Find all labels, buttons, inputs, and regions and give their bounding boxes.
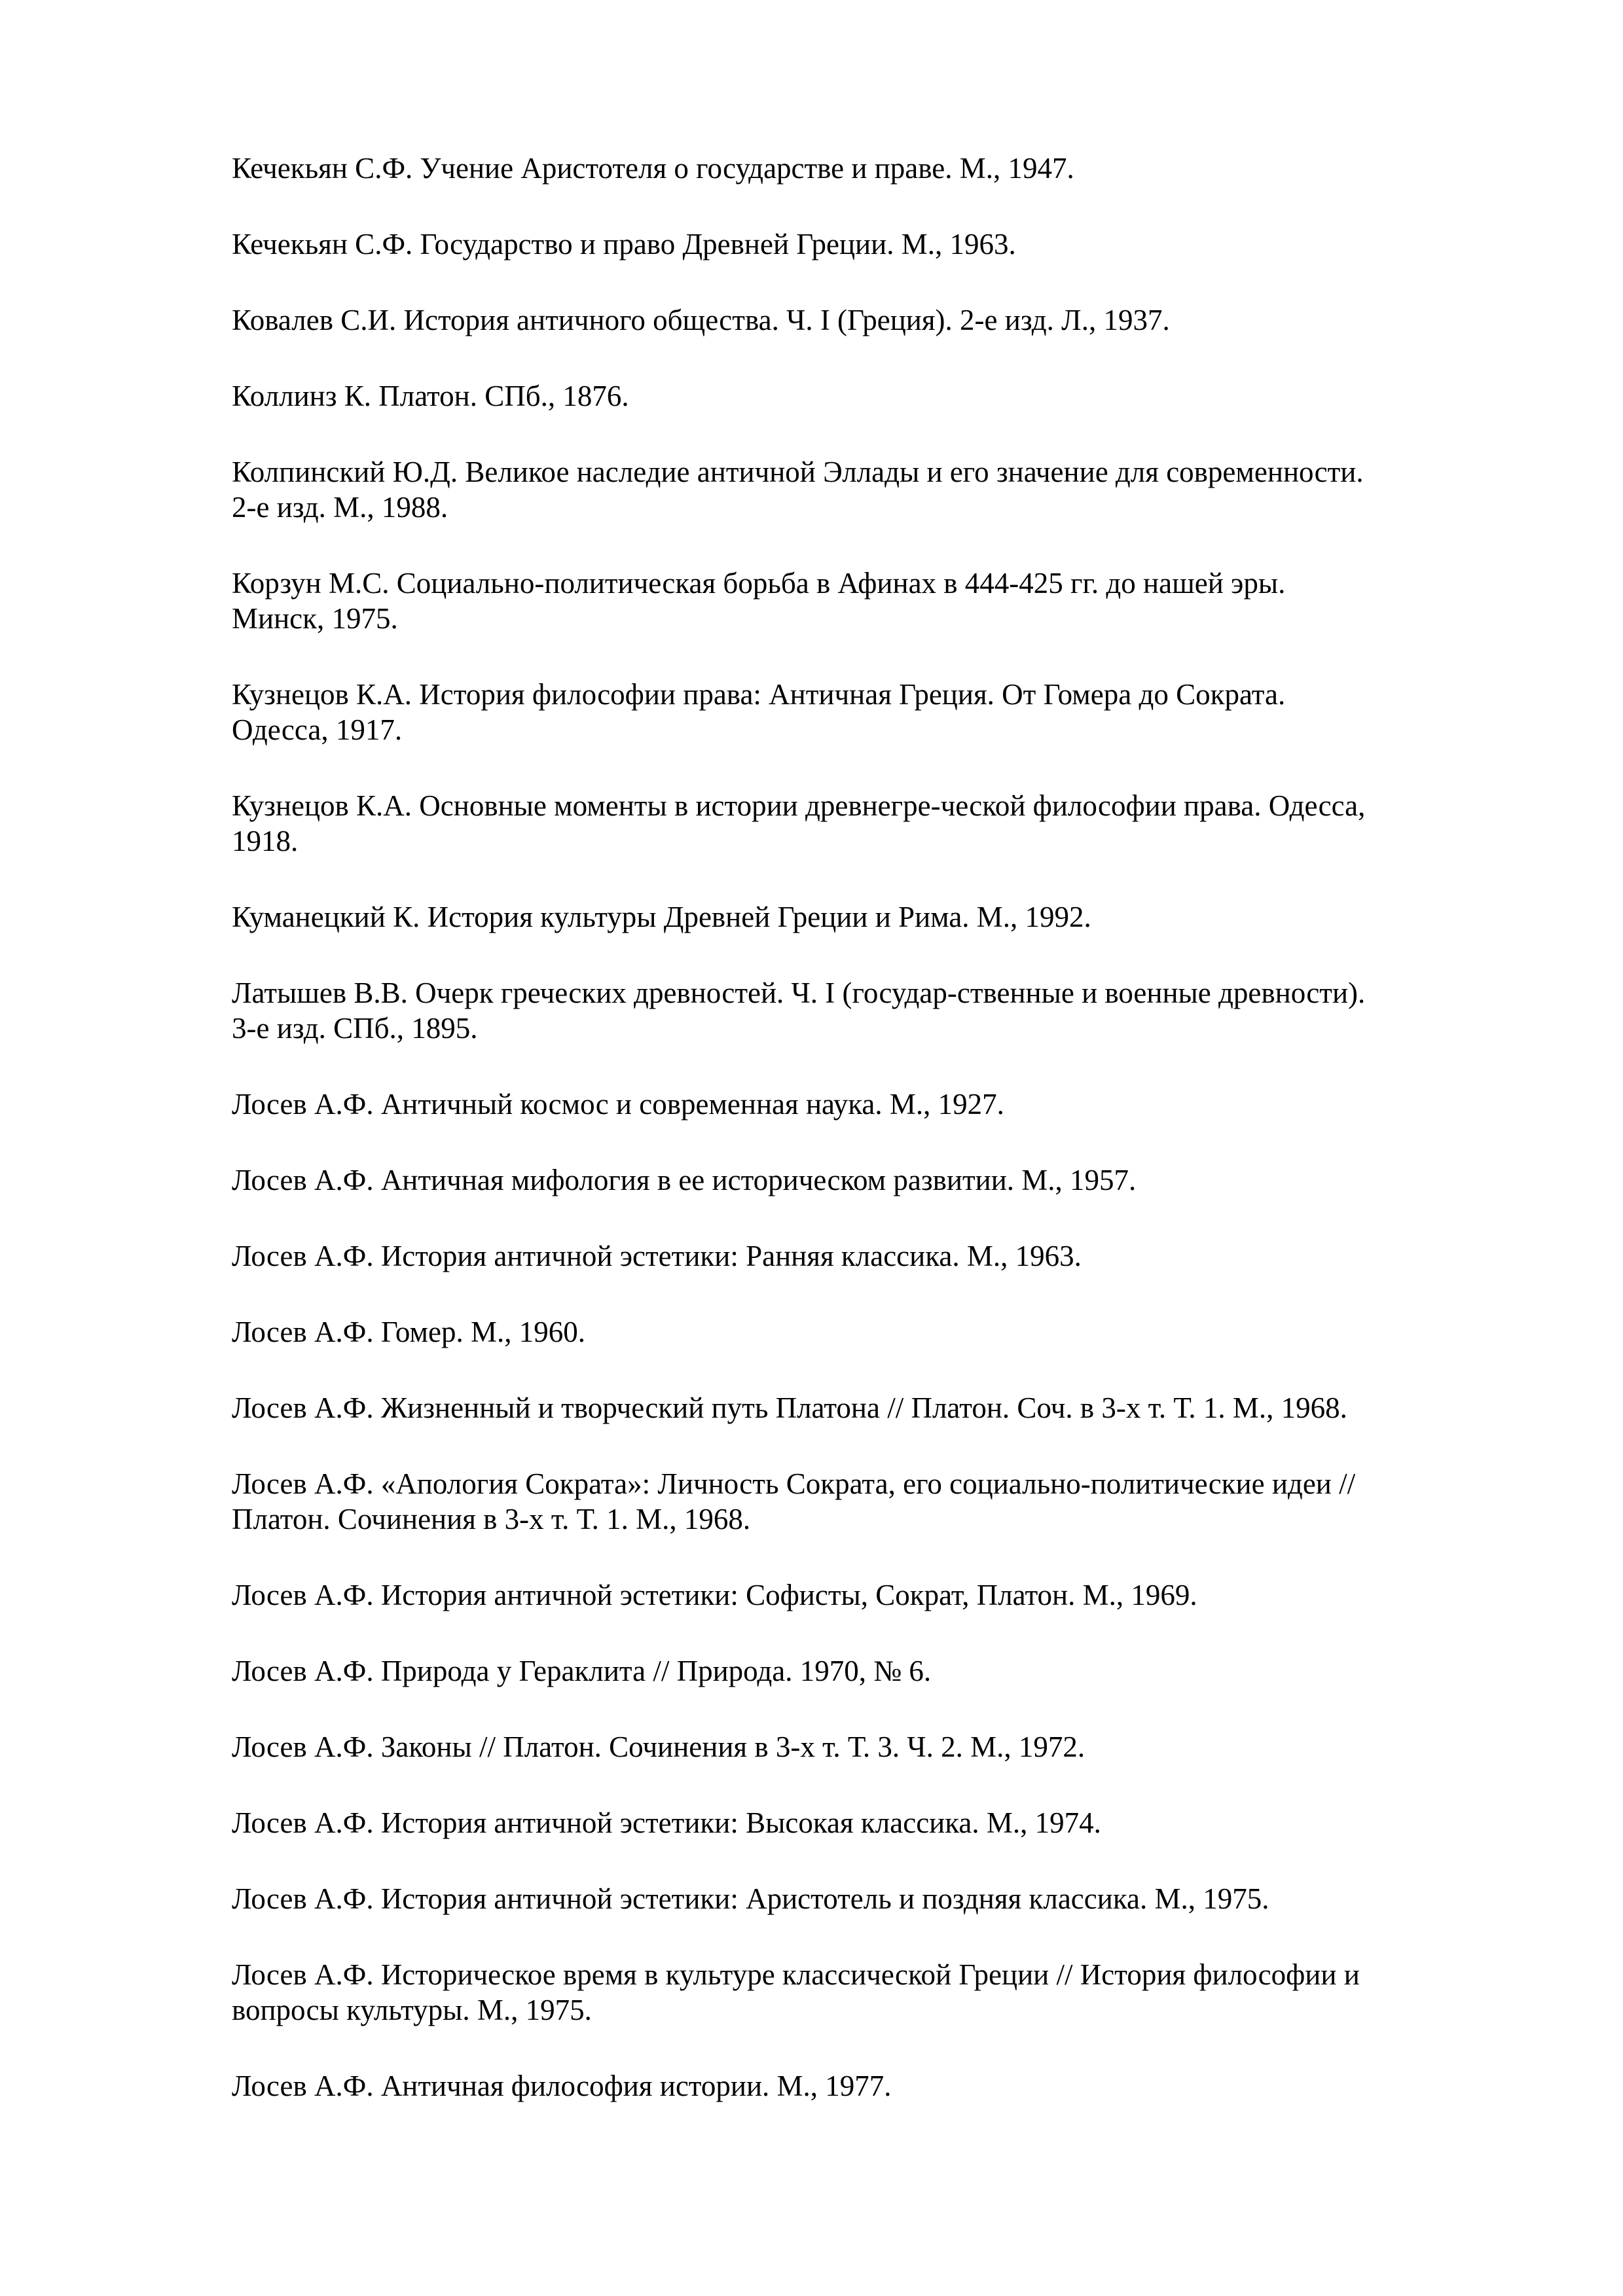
bibliography-entry — [232, 565, 1502, 636]
bibliography-list — [232, 151, 1502, 2144]
bibliography-entry-line: Кечекьян С.Ф. Государство и право Древней Греции. М., 1963. — [232, 228, 1016, 260]
bibliography-entry-line: Корзун М.С. Социально-политическая борьба в Афинах в 444-425 гг. до нашей эры. — [232, 567, 1286, 600]
bibliography-entry-line: Лосев А.Ф. Античная мифология в ее историческом развитии. М., 1957. — [232, 1164, 1137, 1196]
bibliography-entry-line: Одесса, 1917. — [232, 713, 403, 746]
bibliography-entry — [232, 151, 1502, 186]
bibliography-entry — [232, 454, 1502, 525]
bibliography-entry-line: Кузнецов К.А. История философии права: Античная Греция. От Гомера до Сократа. — [232, 678, 1286, 711]
bibliography-entry — [232, 899, 1502, 935]
bibliography-entry-line: Лосев А.Ф. «Апология Сократа»: Личность Сократа, его социально-политические идеи // — [232, 1467, 1356, 1500]
bibliography-entry-line: Куманецкий К. История культуры Древней Греции и Рима. М., 1992. — [232, 901, 1091, 933]
bibliography-entry-line: Лосев А.Ф. История античной эстетики: Аристотель и поздняя классика. М., 1975. — [232, 1882, 1269, 1915]
bibliography-entry — [232, 1238, 1502, 1274]
bibliography-entry-line: Лосев А.Ф. История античной эстетики: Ранняя классика. М., 1963. — [232, 1240, 1082, 1272]
bibliography-entry-line: Ковалев С.И. История античного общества. Ч. I (Греция). 2-е изд. Л., 1937. — [232, 304, 1170, 336]
bibliography-entry-line: вопросы культуры. М., 1975. — [232, 1994, 592, 2026]
bibliography-entry-line: Латышев В.В. Очерк греческих древностей. Ч. I (государ-ственные и военные древности). — [232, 977, 1366, 1009]
bibliography-entry — [232, 1086, 1502, 1122]
bibliography-entry-line: Лосев А.Ф. История античной эстетики: Софисты, Сократ, Платон. М., 1969. — [232, 1579, 1197, 1611]
bibliography-entry-line: Лосев А.Ф. Законы // Платон. Сочинения в 3-х т. Т. 3. Ч. 2. М., 1972. — [232, 1731, 1085, 1763]
bibliography-entry-line: Коллинз К. Платон. СПб., 1876. — [232, 380, 629, 412]
bibliography-entry-line: Кузнецов К.А. Основные моменты в истории древнегре-ческой философии права. Одесса, — [232, 789, 1366, 822]
bibliography-entry-line: Кечекьян С.Ф. Учение Аристотеля о государстве и праве. М., 1947. — [232, 152, 1074, 185]
bibliography-entry-line: Лосев А.Ф. Историческое время в культуре классической Греции // История философии и — [232, 1958, 1360, 1991]
bibliography-entry-line: Лосев А.Ф. История античной эстетики: Высокая классика. М., 1974. — [232, 1806, 1101, 1839]
bibliography-entry — [232, 302, 1502, 338]
bibliography-entry-line: Колпинский Ю.Д. Великое наследие античной Эллады и его значение для современности. — [232, 456, 1364, 488]
bibliography-entry — [232, 1466, 1502, 1537]
bibliography-entry-line: 3-е изд. СПб., 1895. — [232, 1012, 478, 1045]
bibliography-entry — [232, 1577, 1502, 1613]
bibliography-entry-line: Минск, 1975. — [232, 602, 398, 635]
bibliography-entry — [232, 1881, 1502, 1916]
bibliography-entry — [232, 1390, 1502, 1426]
bibliography-entry — [232, 226, 1502, 262]
bibliography-entry — [232, 1653, 1502, 1689]
bibliography-entry-line: Лосев А.Ф. Природа у Гераклита // Природа. 1970, № 6. — [232, 1655, 932, 1687]
bibliography-entry-line: Лосев А.Ф. Жизненный и творческий путь Платона // Платон. Соч. в 3-х т. Т. 1. М., 1968. — [232, 1391, 1347, 1424]
bibliography-entry — [232, 1314, 1502, 1350]
bibliography-entry — [232, 975, 1502, 1046]
bibliography-entry-line: Лосев А.Ф. Античная философия истории. М., 1977. — [232, 2070, 892, 2102]
bibliography-entry-line: Лосев А.Ф. Гомер. М., 1960. — [232, 1316, 585, 1348]
bibliography-entry — [232, 788, 1502, 859]
bibliography-entry — [232, 1162, 1502, 1198]
bibliography-entry — [232, 378, 1502, 414]
bibliography-entry — [232, 677, 1502, 747]
bibliography-entry-line: 1918. — [232, 825, 299, 857]
bibliography-entry — [232, 2068, 1502, 2104]
bibliography-entry — [232, 1729, 1502, 1765]
bibliography-entry-line: 2-е изд. М., 1988. — [232, 491, 448, 524]
bibliography-entry-line: Лосев А.Ф. Античный космос и современная наука. М., 1927. — [232, 1088, 1004, 1121]
bibliography-entry — [232, 1805, 1502, 1840]
bibliography-entry-line: Платон. Сочинения в 3-х т. Т. 1. М., 1968. — [232, 1503, 751, 1535]
bibliography-entry — [232, 1957, 1502, 2028]
